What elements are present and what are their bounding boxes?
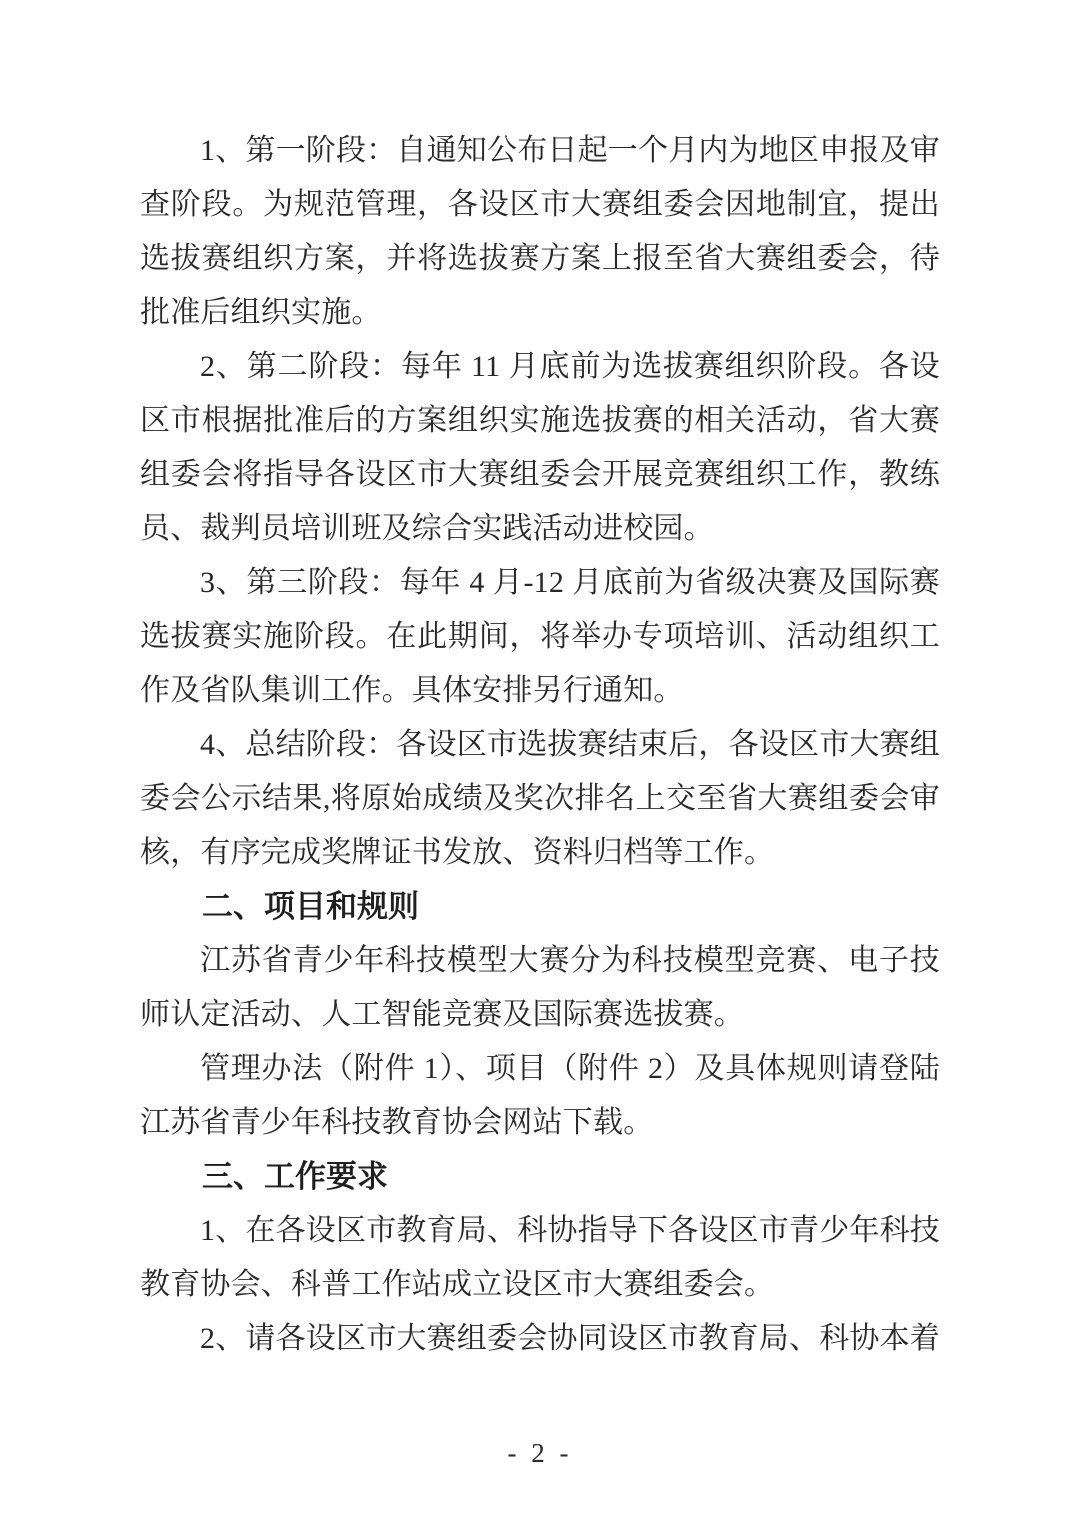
paragraph-requirement-2: 2、请各设区市大赛组委会协同设区市教育局、科协本着 — [200, 1322, 940, 1355]
paragraph-competition-categories: 江苏省青少年科技模型大赛分为科技模型竞赛、电子技师认定活动、人工智能竞赛及国际赛选拔赛。 — [140, 944, 940, 1031]
paragraph-stage-4-summary: 4、总结阶段：各设区市选拔赛结束后，各设区市大赛组委会公示结果,将原始成绩及奖次排名上交至省大赛组委会审核，有序完成奖牌证书发放、资料归档等工作。 — [140, 728, 940, 869]
section-heading-work-requirements: 三、工作要求 — [202, 1159, 388, 1194]
paragraph-requirement-1: 1、在各设区市教育局、科协指导下各设区市青少年科技教育协会、科普工作站成立设区市大赛组委会。 — [140, 1214, 940, 1301]
paragraph-stage-1: 1、第一阶段：自通知公布日起一个月内为地区申报及审查阶段。为规范管理，各设区市大赛组委会因地制宜，提出选拔赛组织方案，并将选拔赛方案上报至省大赛组委会，待批准后组织实施。 — [140, 134, 940, 329]
paragraph-rules-download: 管理办法（附件 1）、项目（附件 2）及具体规则请登陆江苏省青少年科技教育协会网站下载。 — [140, 1052, 940, 1139]
page-number: - 2 - — [507, 1438, 573, 1468]
section-heading-projects-and-rules: 二、项目和规则 — [202, 889, 419, 924]
paragraph-stage-3: 3、第三阶段：每年 4 月-12 月底前为省级决赛及国际赛选拔赛实施阶段。在此期间，将举办专项培训、活动组织工作及省队集训工作。具体安排另行通知。 — [140, 566, 940, 707]
document-body — [140, 124, 940, 1366]
paragraph-stage-2: 2、第二阶段：每年 11 月底前为选拔赛组织阶段。各设区市根据批准后的方案组织实施选拔赛的相关活动，省大赛组委会将指导各设区市大赛组委会开展竞赛组织工作，教练员、裁判员培训班及综合实践活动进校园。 — [140, 350, 940, 545]
